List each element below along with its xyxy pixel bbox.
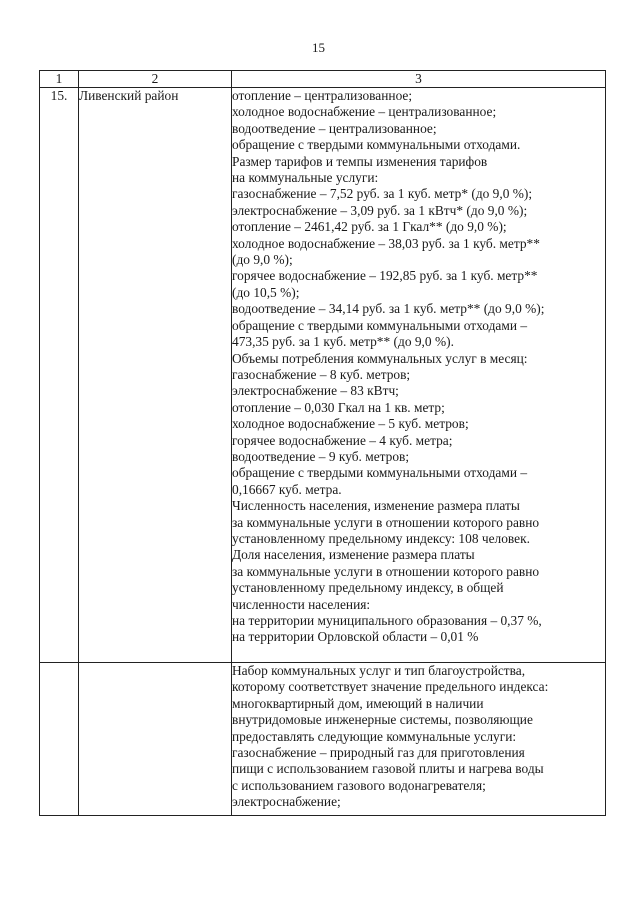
content-line: водоотведение – 9 куб. метров; (232, 448, 410, 464)
content-line: многоквартирный дом, имеющий в наличии (232, 695, 484, 711)
content-line: внутридомовые инженерные системы, позволяющие (232, 712, 533, 728)
content-line: установленному предельному индексу: 108 человек. (232, 530, 530, 546)
content-line: отопление – 2461,42 руб. за 1 Гкал** (до 9,0 %); (232, 219, 507, 235)
content-line: предоставлять следующие коммунальные услуги: (232, 728, 517, 744)
content-line: водоотведение – 34,14 руб. за 1 куб. метр** (до 9,0 %); (232, 301, 545, 317)
content-line: обращение с твердыми коммунальными отходами – (232, 465, 528, 481)
content-line: холодное водоснабжение – 5 куб. метров; (232, 416, 469, 432)
content-line: за коммунальные услуги в отношении которого равно (232, 514, 540, 530)
row-number (40, 663, 79, 816)
header-col-3: 3 (232, 71, 606, 88)
content-line: установленному предельному индексу, в общей (232, 580, 504, 596)
content-line: 473,35 руб. за 1 куб. метр** (до 9,0 %). (232, 334, 454, 350)
table-header-row (40, 71, 606, 88)
content-line: отопление – централизованное; (232, 88, 413, 103)
content-line: электроснабжение – 83 кВтч; (232, 383, 399, 399)
content-line: электроснабжение; (232, 794, 341, 810)
content-line: Доля населения, изменение размера платы (232, 547, 475, 563)
content-line: за коммунальные услуги в отношении которого равно (232, 563, 540, 579)
row-number: 15. (40, 88, 79, 663)
tariff-table (39, 70, 606, 816)
content-line: газоснабжение – 8 куб. метров; (232, 366, 411, 382)
content-lines (232, 88, 605, 646)
content-line: Размер тарифов и темпы изменения тарифов (232, 153, 488, 169)
content-line: горячее водоснабжение – 192,85 руб. за 1 куб. метр** (232, 268, 538, 284)
header-col-2: 2 (79, 71, 232, 88)
content-line: которому соответствует значение предельного индекса: (232, 679, 549, 695)
content-line: на территории муниципального образования – 0,37 %, (232, 613, 542, 628)
content-line: Набор коммунальных услуг и тип благоустройства, (232, 663, 526, 678)
content-line: на территории Орловской области – 0,01 % (232, 629, 479, 645)
page-number: 15 (312, 40, 325, 55)
content-line: газоснабжение – природный газ для приготовления (232, 745, 525, 761)
content-line: Объемы потребления коммунальных услуг в месяц: (232, 350, 528, 366)
content-line: холодное водоснабжение – централизованное; (232, 104, 497, 120)
content-line: газоснабжение – 7,52 руб. за 1 куб. метр* (до 9,0 %); (232, 186, 533, 202)
content-line: с использованием газового водонагревателя; (232, 777, 486, 793)
district-name (79, 663, 232, 816)
content-line: на коммунальные услуги: (232, 170, 379, 186)
table-row (40, 663, 606, 816)
content-line: 0,16667 куб. метра. (232, 481, 342, 497)
content-lines (232, 663, 605, 811)
content-line: электроснабжение – 3,09 руб. за 1 кВтч* (до 9,0 %); (232, 202, 528, 218)
content-line: Численность населения, изменение размера платы (232, 498, 520, 514)
content-line: численности населения: (232, 596, 371, 612)
district-name: Ливенский район (79, 88, 232, 663)
content-line: холодное водоснабжение – 38,03 руб. за 1 куб. метр** (232, 235, 540, 251)
content-line: горячее водоснабжение – 4 куб. метра; (232, 432, 453, 448)
content-line: отопление – 0,030 Гкал на 1 кв. метр; (232, 399, 445, 415)
header-col-1: 1 (40, 71, 79, 88)
content-line: обращение с твердыми коммунальными отходами – (232, 317, 528, 333)
content-line: (до 9,0 %); (232, 252, 293, 268)
content-line: водоотведение – централизованное; (232, 120, 437, 136)
content-line: обращение с твердыми коммунальными отходами. (232, 137, 521, 153)
row-content (232, 663, 606, 816)
row-content (232, 88, 606, 663)
content-line: пищи с использованием газовой плиты и нагрева воды (232, 761, 544, 777)
table-row (40, 88, 606, 663)
content-line: (до 10,5 %); (232, 284, 300, 300)
